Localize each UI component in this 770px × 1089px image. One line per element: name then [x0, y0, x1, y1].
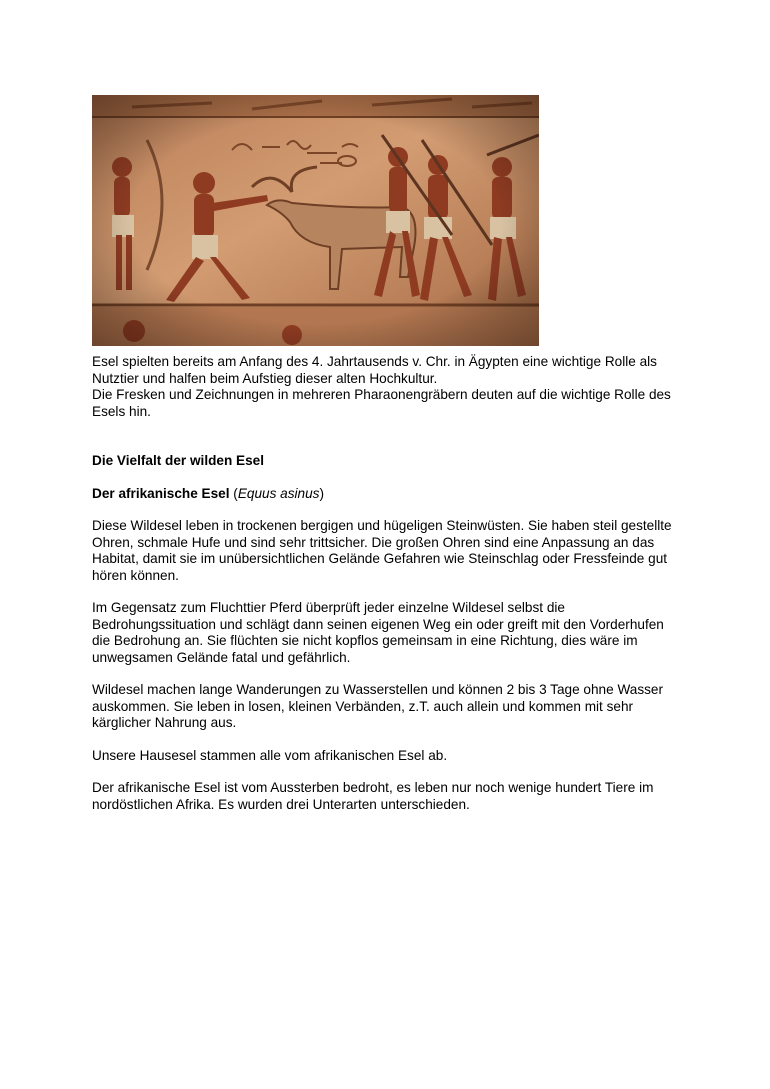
caption-paragraph-1: Esel spielten bereits am Anfang des 4. Jahrtausends v. Chr. in Ägypten eine wichtige Rolle als Nutztier und halfen beim Aufstieg dieser alten Hochkultur. [92, 354, 657, 386]
subsection-heading [92, 486, 682, 503]
latin-name: Equus asinus [237, 485, 320, 501]
paragraph-habitat: Diese Wildesel leben in trockenen bergigen und hügeligen Steinwüsten. Sie haben steil gestellte Ohren, schmale Hufe und sind sehr trittsicher. Die großen Ohren sind eine Anpassung an das Habitat, damit sie im unübersichtlichen Gelände Gefahren wie Steinschlag oder Fressfeinde gut hören können. [92, 518, 672, 583]
paragraph-behavior: Im Gegensatz zum Fluchttier Pferd überprüft jeder einzelne Wildesel selbst die Bedrohungssituation und schlägt dann seinen eigenen Weg ein oder greift mit den Vorderhufen die Bedrohung an. Sie flüchten sie nicht kopflos gemeinsam in eine Richtung, dies wäre im unwegsamen Gelände fatal und gefährlich. [92, 600, 664, 665]
paragraph-water: Wildesel machen lange Wanderungen zu Wasserstellen und können 2 bis 3 Tage ohne Wasser auskommen. Sie leben in losen, kleinen Verbänden, z.T. auch allein und kommen mit sehr kärglicher Nahrung aus. [92, 682, 664, 730]
caption-paragraph-2: Die Fresken und Zeichnungen in mehreren Pharaonengräbern deuten auf die wichtige Rolle des Esels hin. [92, 387, 671, 419]
subsection-title: Der afrikanische Esel [92, 485, 230, 501]
latin-open: ( [229, 485, 238, 501]
document-page [92, 95, 682, 813]
paragraph-endangered: Der afrikanische Esel ist vom Aussterben bedroht, es leben nur noch wenige hundert Tiere im nordöstlichen Afrika. Es wurden drei Unterarten unterschieden. [92, 780, 654, 812]
latin-close: ) [319, 485, 324, 501]
paragraph-origin: Unsere Hausesel stammen alle vom afrikanischen Esel ab. [92, 747, 448, 763]
section-heading: Die Vielfalt der wilden Esel [92, 453, 264, 468]
egyptian-fresco-image [92, 95, 539, 346]
